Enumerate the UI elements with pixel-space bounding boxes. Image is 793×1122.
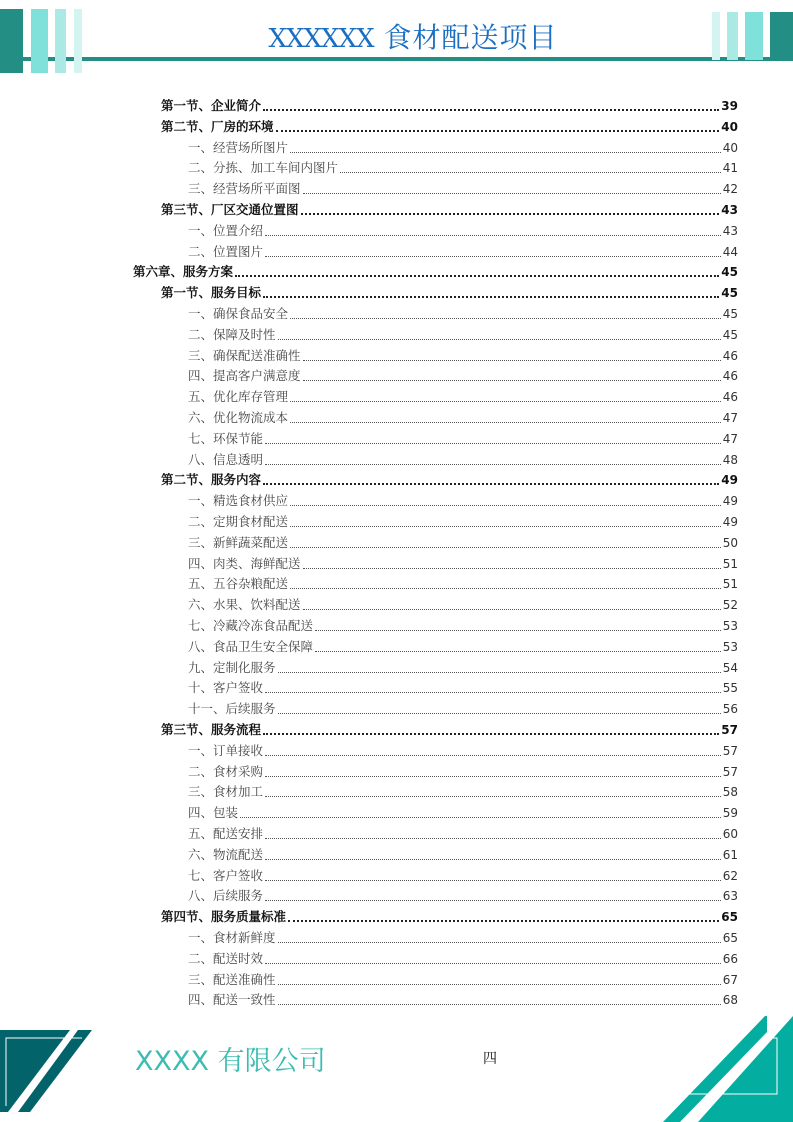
- toc-dot-leader: [278, 712, 721, 714]
- toc-dot-leader: [265, 795, 721, 797]
- toc-entry-page: 49: [721, 473, 738, 488]
- toc-entry-label: 二、定期食材配送: [188, 514, 289, 529]
- toc-dot-leader: [263, 108, 719, 111]
- toc-entry-label: 二、保障及时性: [188, 326, 276, 342]
- toc-entry-label: 四、提高客户满意度: [188, 368, 301, 384]
- header-bar-right-lighter: [712, 12, 720, 60]
- toc-dot-leader: [290, 151, 721, 153]
- toc-dot-leader: [265, 962, 721, 964]
- toc-entry[interactable]: [133, 262, 738, 282]
- toc-entry-label: 第四节、服务质量标准: [161, 909, 287, 925]
- toc-entry[interactable]: [161, 283, 738, 303]
- toc-entry[interactable]: [161, 96, 738, 116]
- toc-dot-leader: [240, 816, 721, 818]
- toc-entry-page: 46: [722, 348, 738, 363]
- toc-dot-leader: [290, 400, 721, 402]
- toc-entry-page: 65: [721, 910, 738, 925]
- toc-entry[interactable]: [161, 470, 738, 490]
- toc-entry[interactable]: [188, 138, 738, 158]
- toc-entry-page: 47: [722, 431, 738, 446]
- footer-left-triangle-decoration: [0, 1028, 95, 1114]
- toc-entry-page: 57: [722, 764, 738, 779]
- toc-entry-label: 第一节、服务目标: [161, 285, 262, 301]
- toc-entry-label: 二、分拣、加工车间内图片: [188, 160, 339, 176]
- toc-entry-label: 一、经营场所图片: [188, 139, 289, 155]
- toc-entry[interactable]: [188, 512, 738, 532]
- header-bar-right-light: [727, 12, 738, 60]
- toc-entry-page: 45: [722, 307, 738, 321]
- toc-entry-label: 三、新鲜蔬菜配送: [188, 534, 289, 550]
- toc-entry-label: 一、订单接收: [188, 742, 264, 758]
- toc-entry-page: 43: [721, 203, 738, 217]
- page-number: 四: [483, 1051, 497, 1067]
- toc-entry-page: 48: [722, 452, 738, 467]
- toc-entry-label: 八、信息透明: [188, 451, 264, 467]
- header-bar-left-mid: [31, 9, 48, 73]
- toc-entry[interactable]: [188, 762, 738, 782]
- toc-entry[interactable]: [188, 304, 738, 324]
- toc-entry-label: 第二节、服务内容: [161, 472, 262, 488]
- toc-entry-label: 五、五谷杂粮配送: [188, 576, 289, 592]
- toc-entry[interactable]: [188, 699, 738, 719]
- toc-entry[interactable]: [188, 782, 738, 802]
- toc-dot-leader: [235, 274, 719, 277]
- toc-entry-page: 54: [722, 660, 738, 675]
- toc-entry-page: 45: [721, 286, 738, 301]
- toc-entry-page: 66: [722, 951, 738, 966]
- toc-entry-page: 65: [722, 931, 738, 945]
- toc-dot-leader: [290, 317, 721, 319]
- toc-entry[interactable]: [188, 616, 738, 636]
- toc-entry-page: 68: [722, 993, 738, 1008]
- toc-entry-page: 43: [722, 223, 738, 238]
- toc-entry[interactable]: [188, 845, 738, 865]
- toc-entry[interactable]: [188, 158, 738, 178]
- toc-entry[interactable]: [188, 990, 738, 1010]
- toc-dot-leader: [290, 525, 721, 527]
- toc-entry[interactable]: [188, 387, 738, 407]
- toc-dot-leader: [265, 775, 721, 777]
- toc-entry-page: 40: [722, 140, 738, 155]
- toc-dot-leader: [315, 629, 721, 631]
- toc-entry-page: 63: [722, 889, 738, 904]
- toc-dot-leader: [263, 295, 719, 298]
- toc-entry-label: 四、肉类、海鲜配送: [188, 555, 301, 571]
- toc-dot-leader: [290, 546, 721, 548]
- toc-entry-page: 40: [721, 119, 738, 134]
- toc-entry-page: 67: [722, 972, 738, 987]
- toc-entry-label: 十一、后续服务: [188, 701, 276, 717]
- toc-entry[interactable]: [188, 678, 738, 698]
- toc-entry[interactable]: [188, 554, 738, 574]
- toc-dot-leader: [303, 359, 721, 361]
- toc-entry-label: 四、包装: [188, 805, 239, 821]
- toc-entry-page: 39: [721, 99, 738, 113]
- toc-dot-leader: [290, 504, 721, 506]
- header-bar-left-light: [55, 9, 66, 73]
- toc-entry-label: 八、后续服务: [188, 888, 264, 904]
- toc-dot-leader: [265, 234, 721, 236]
- toc-entry-label: 三、食材加工: [188, 784, 264, 800]
- toc-entry-page: 52: [722, 598, 738, 613]
- toc-entry-label: 二、食材采购: [188, 763, 264, 779]
- toc-dot-leader: [301, 212, 720, 215]
- toc-entry-page: 58: [722, 785, 738, 800]
- toc-dot-leader: [290, 587, 721, 589]
- toc-entry-page: 46: [722, 390, 738, 405]
- toc-entry-page: 55: [722, 681, 738, 696]
- toc-entry-page: 56: [722, 702, 738, 717]
- toc-entry-label: 第三节、服务流程: [161, 722, 262, 737]
- toc-dot-leader: [265, 899, 721, 901]
- toc-entry[interactable]: [188, 429, 738, 449]
- toc-entry-page: 51: [722, 577, 738, 592]
- toc-entry[interactable]: [188, 658, 738, 678]
- header-bar-left-dark: [0, 9, 23, 73]
- toc-dot-leader: [263, 732, 719, 735]
- toc-dot-leader: [290, 421, 721, 423]
- toc-entry[interactable]: [188, 533, 738, 553]
- toc-dot-leader: [276, 129, 720, 132]
- toc-entry-label: 七、冷藏冷冻食品配送: [188, 618, 314, 633]
- toc-dot-leader: [278, 941, 721, 943]
- toc-entry-page: 57: [722, 743, 738, 758]
- toc-entry-page: 47: [722, 411, 738, 425]
- toc-dot-leader: [303, 379, 721, 381]
- toc-entry-page: 45: [721, 265, 738, 280]
- toc-entry-label: 一、食材新鲜度: [188, 930, 276, 945]
- toc-entry[interactable]: [188, 366, 738, 386]
- toc-dot-leader: [265, 879, 721, 881]
- toc-entry[interactable]: [188, 886, 738, 906]
- toc-entry-label: 五、配送安排: [188, 826, 264, 841]
- toc-entry[interactable]: [188, 574, 738, 594]
- toc-entry-page: 41: [722, 161, 738, 176]
- header-bar-right-mid: [745, 12, 763, 60]
- toc-entry[interactable]: [161, 117, 738, 137]
- document-title: [268, 18, 558, 58]
- toc-entry[interactable]: [188, 242, 738, 262]
- toc-entry[interactable]: [188, 325, 738, 345]
- toc-dot-leader: [265, 754, 721, 756]
- toc-entry[interactable]: [188, 866, 738, 886]
- toc-entry-label: 九、定制化服务: [188, 659, 276, 675]
- toc-entry-label: 二、配送时效: [188, 950, 264, 966]
- toc-entry-page: 50: [722, 535, 738, 550]
- toc-entry[interactable]: [188, 408, 738, 428]
- toc-entry[interactable]: [188, 179, 738, 199]
- toc-entry-label: 五、优化库存管理: [188, 389, 289, 405]
- toc-dot-leader: [263, 482, 719, 485]
- toc-entry-page: 46: [722, 369, 738, 384]
- toc-entry-label: 二、位置图片: [188, 243, 264, 259]
- toc-entry-label: 第六章、服务方案: [133, 264, 234, 280]
- toc-entry-page: 57: [721, 723, 738, 737]
- toc-entry[interactable]: [188, 824, 738, 844]
- toc-dot-leader: [303, 192, 721, 194]
- toc-dot-leader: [265, 691, 721, 693]
- toc-entry-page: 49: [722, 494, 738, 509]
- toc-entry-page: 44: [722, 244, 738, 259]
- toc-entry[interactable]: [188, 637, 738, 657]
- toc-entry-page: 59: [722, 806, 738, 821]
- toc-entry-label: 六、物流配送: [188, 846, 264, 862]
- toc-entry-label: 一、位置介绍: [188, 222, 264, 238]
- toc-entry-label: 三、配送准确性: [188, 971, 276, 987]
- toc-dot-leader: [265, 255, 721, 257]
- toc-entry[interactable]: [188, 221, 738, 241]
- toc-entry[interactable]: [188, 346, 738, 366]
- document-title-latin: XXXXXX: [268, 24, 374, 54]
- header-bar-left-lighter: [74, 9, 82, 73]
- toc-entry-label: 七、客户签收: [188, 867, 264, 883]
- toc-entry[interactable]: [188, 741, 738, 761]
- toc-entry-page: 49: [722, 515, 738, 529]
- toc-entry-label: 第二节、厂房的环境: [161, 118, 274, 134]
- toc-entry-page: 53: [722, 619, 738, 633]
- toc-entry[interactable]: [188, 803, 738, 823]
- toc-dot-leader: [278, 671, 721, 673]
- toc-dot-leader: [303, 608, 721, 610]
- toc-entry-label: 一、确保食品安全: [188, 306, 289, 321]
- toc-entry-page: 61: [722, 847, 738, 862]
- toc-entry-label: 四、配送一致性: [188, 992, 276, 1008]
- toc-dot-leader: [265, 442, 721, 444]
- toc-entry-page: 42: [722, 182, 738, 197]
- toc-entry[interactable]: [161, 907, 738, 927]
- toc-dot-leader: [340, 171, 721, 173]
- toc-entry-label: 三、经营场所平面图: [188, 181, 301, 197]
- toc-dot-leader: [303, 567, 721, 569]
- toc-dot-leader: [265, 858, 721, 860]
- toc-entry-label: 第一节、企业简介: [161, 98, 262, 113]
- toc-entry-page: 60: [722, 827, 738, 841]
- toc-dot-leader: [278, 1003, 721, 1005]
- toc-entry-page: 53: [722, 639, 738, 654]
- toc-entry-label: 十、客户签收: [188, 680, 264, 696]
- toc-entry-label: 六、水果、饮料配送: [188, 597, 301, 613]
- toc-entry-page: 45: [722, 327, 738, 342]
- toc-entry[interactable]: [161, 200, 738, 220]
- toc-dot-leader: [278, 338, 721, 340]
- toc-entry[interactable]: [188, 949, 738, 969]
- toc-dot-leader: [265, 837, 721, 839]
- toc-dot-leader: [278, 983, 721, 985]
- toc-dot-leader: [288, 919, 719, 922]
- header-bar-right-dark: [770, 12, 793, 60]
- toc-entry[interactable]: [188, 595, 738, 615]
- toc-entry[interactable]: [161, 720, 738, 740]
- toc-entry[interactable]: [188, 450, 738, 470]
- toc-dot-leader: [315, 650, 721, 652]
- toc-entry-page: 51: [722, 556, 738, 571]
- toc-entry-label: 六、优化物流成本: [188, 410, 289, 425]
- toc-entry-label: 第三节、厂区交通位置图: [161, 202, 299, 217]
- toc-entry[interactable]: [188, 491, 738, 511]
- toc-entry-label: 七、环保节能: [188, 430, 264, 446]
- footer-right-triangle-decoration: [660, 1014, 793, 1122]
- toc-entry-label: 一、精选食材供应: [188, 493, 289, 509]
- toc-entry-page: 62: [722, 868, 738, 883]
- toc-entry-label: 八、食品卫生安全保障: [188, 638, 314, 654]
- toc-entry-label: 三、确保配送准确性: [188, 347, 301, 363]
- toc-entry[interactable]: [188, 928, 738, 948]
- toc-dot-leader: [265, 463, 721, 465]
- toc-entry[interactable]: [188, 970, 738, 990]
- document-title-cn: 食材配送项目: [373, 21, 558, 54]
- footer-company-name: XXXX 有限公司: [135, 1046, 326, 1077]
